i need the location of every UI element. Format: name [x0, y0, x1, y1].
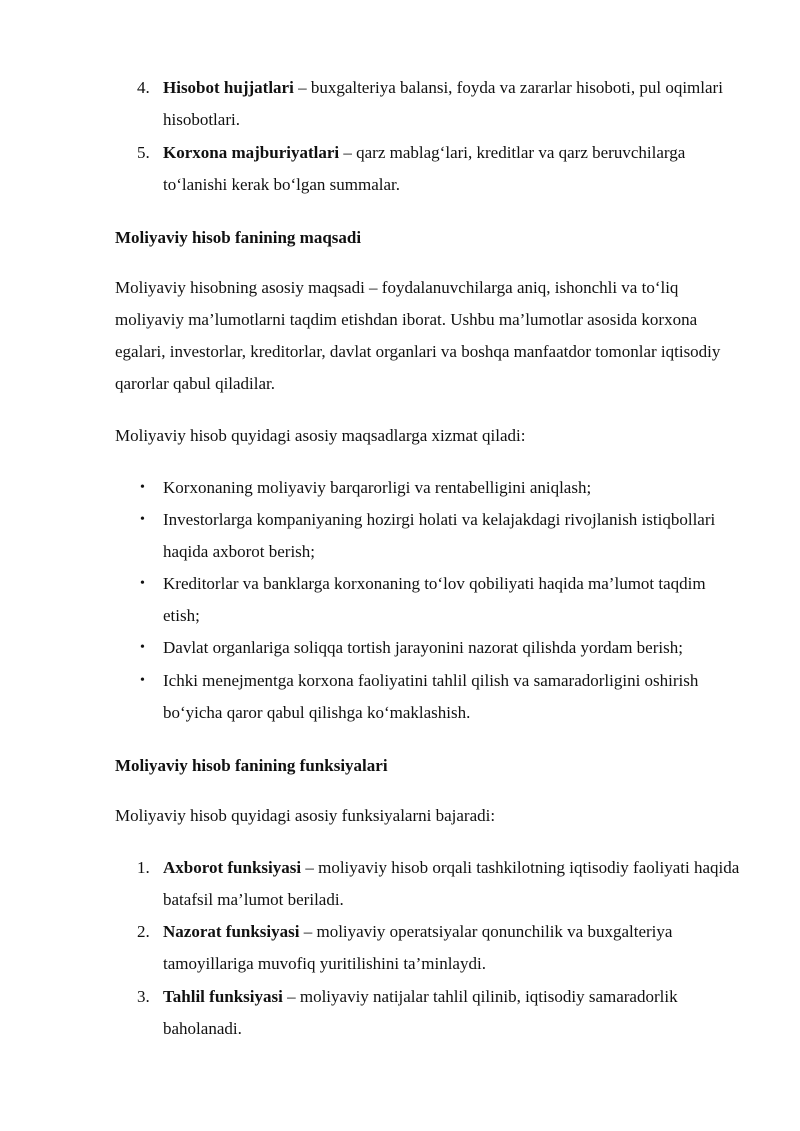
bullet-item — [137, 568, 747, 632]
list-item-description: – buxgalteriya balansi, foyda va zararlar hisoboti, pul oqimlari hisobotlari. — [163, 78, 723, 129]
bullet-marker: • — [140, 576, 145, 591]
list-item-text — [163, 72, 745, 136]
bullet-item — [137, 665, 747, 729]
list-number: 1. — [137, 858, 150, 877]
section-heading: Moliyaviy hisob fanining maqsadi — [115, 228, 362, 247]
list-item — [137, 137, 747, 201]
list-item-term: Tahlil funksiyasi — [163, 987, 283, 1006]
list-number: 2. — [137, 922, 150, 941]
list-item-term: Axborot funksiyasi — [163, 858, 302, 877]
section-heading: Moliyaviy hisob fanining funksiyalari — [115, 756, 388, 775]
bullet-item — [137, 504, 747, 568]
list-item — [137, 852, 747, 916]
bullet-text: Investorlarga kompaniyaning hozirgi holati va kelajakdagi rivojlanish istiqbollari haqida axborot berish; — [163, 510, 716, 561]
list-number: 4. — [137, 78, 150, 97]
paragraph: Moliyaviy hisobning asosiy maqsadi – foydalanuvchilarga aniq, ishonchli va to‘liq moliyaviy ma’lumotlarni taqdim etishdan iborat. Ushbu ma’lumotlar asosida korxona egalari, investorlar, kreditorlar, davlat organlari va boshqa manfaatdor tomonlar iqtisodiy qarorlar qabul qiladilar. — [115, 278, 721, 393]
bullet-marker: • — [140, 640, 145, 655]
list-item — [137, 981, 747, 1045]
list-number: 5. — [137, 143, 150, 162]
list-item-text — [163, 852, 745, 916]
bullet-marker: • — [140, 480, 145, 495]
list-number: 3. — [137, 987, 150, 1006]
list-item-description: – moliyaviy natijalar tahlil qilinib, iqtisodiy samaradorlik baholanadi. — [163, 987, 678, 1038]
bullet-text: Davlat organlariga soliqqa tortish jarayonini nazorat qilishda yordam berish; — [163, 638, 683, 657]
bullet-text: Kreditorlar va banklarga korxonaning to‘lov qobiliyati haqida ma’lumot taqdim etish; — [163, 574, 706, 625]
list-item-term: Korxona majburiyatlari — [163, 143, 340, 162]
bullet-text: Ichki menejmentga korxona faoliyatini tahlil qilish va samaradorligini oshirish bo‘yicha qaror qabul qilishga ko‘maklashish. — [163, 671, 699, 722]
list-item — [137, 72, 747, 136]
bullet-item — [137, 632, 747, 664]
list-item — [137, 916, 747, 980]
list-item-description: – moliyaviy operatsiyalar qonunchilik va buxgalteriya tamoyillariga muvofiq yuritilishini ta’minlaydi. — [163, 922, 673, 973]
bullet-marker: • — [140, 512, 145, 527]
bullet-item — [137, 472, 747, 504]
list-item-text — [163, 137, 745, 201]
list-item-term: Hisobot hujjatlari — [163, 78, 294, 97]
paragraph-intro: Moliyaviy hisob quyidagi asosiy maqsadlarga xizmat qiladi: — [115, 426, 526, 445]
list-item-description: – qarz mablag‘lari, kreditlar va qarz beruvchilarga to‘lanishi kerak bo‘lgan summalar. — [163, 143, 686, 194]
list-item-term: Nazorat funksiyasi — [163, 922, 300, 941]
list-item-description: – moliyaviy hisob orqali tashkilotning iqtisodiy faoliyati haqida batafsil ma’lumot beriladi. — [163, 858, 740, 909]
bullet-text: Korxonaning moliyaviy barqarorligi va rentabelligini aniqlash; — [163, 478, 592, 497]
paragraph-intro: Moliyaviy hisob quyidagi asosiy funksiyalarni bajaradi: — [115, 806, 496, 825]
list-item-text — [163, 916, 745, 980]
bullet-marker: • — [140, 673, 145, 688]
list-item-text — [163, 981, 745, 1045]
